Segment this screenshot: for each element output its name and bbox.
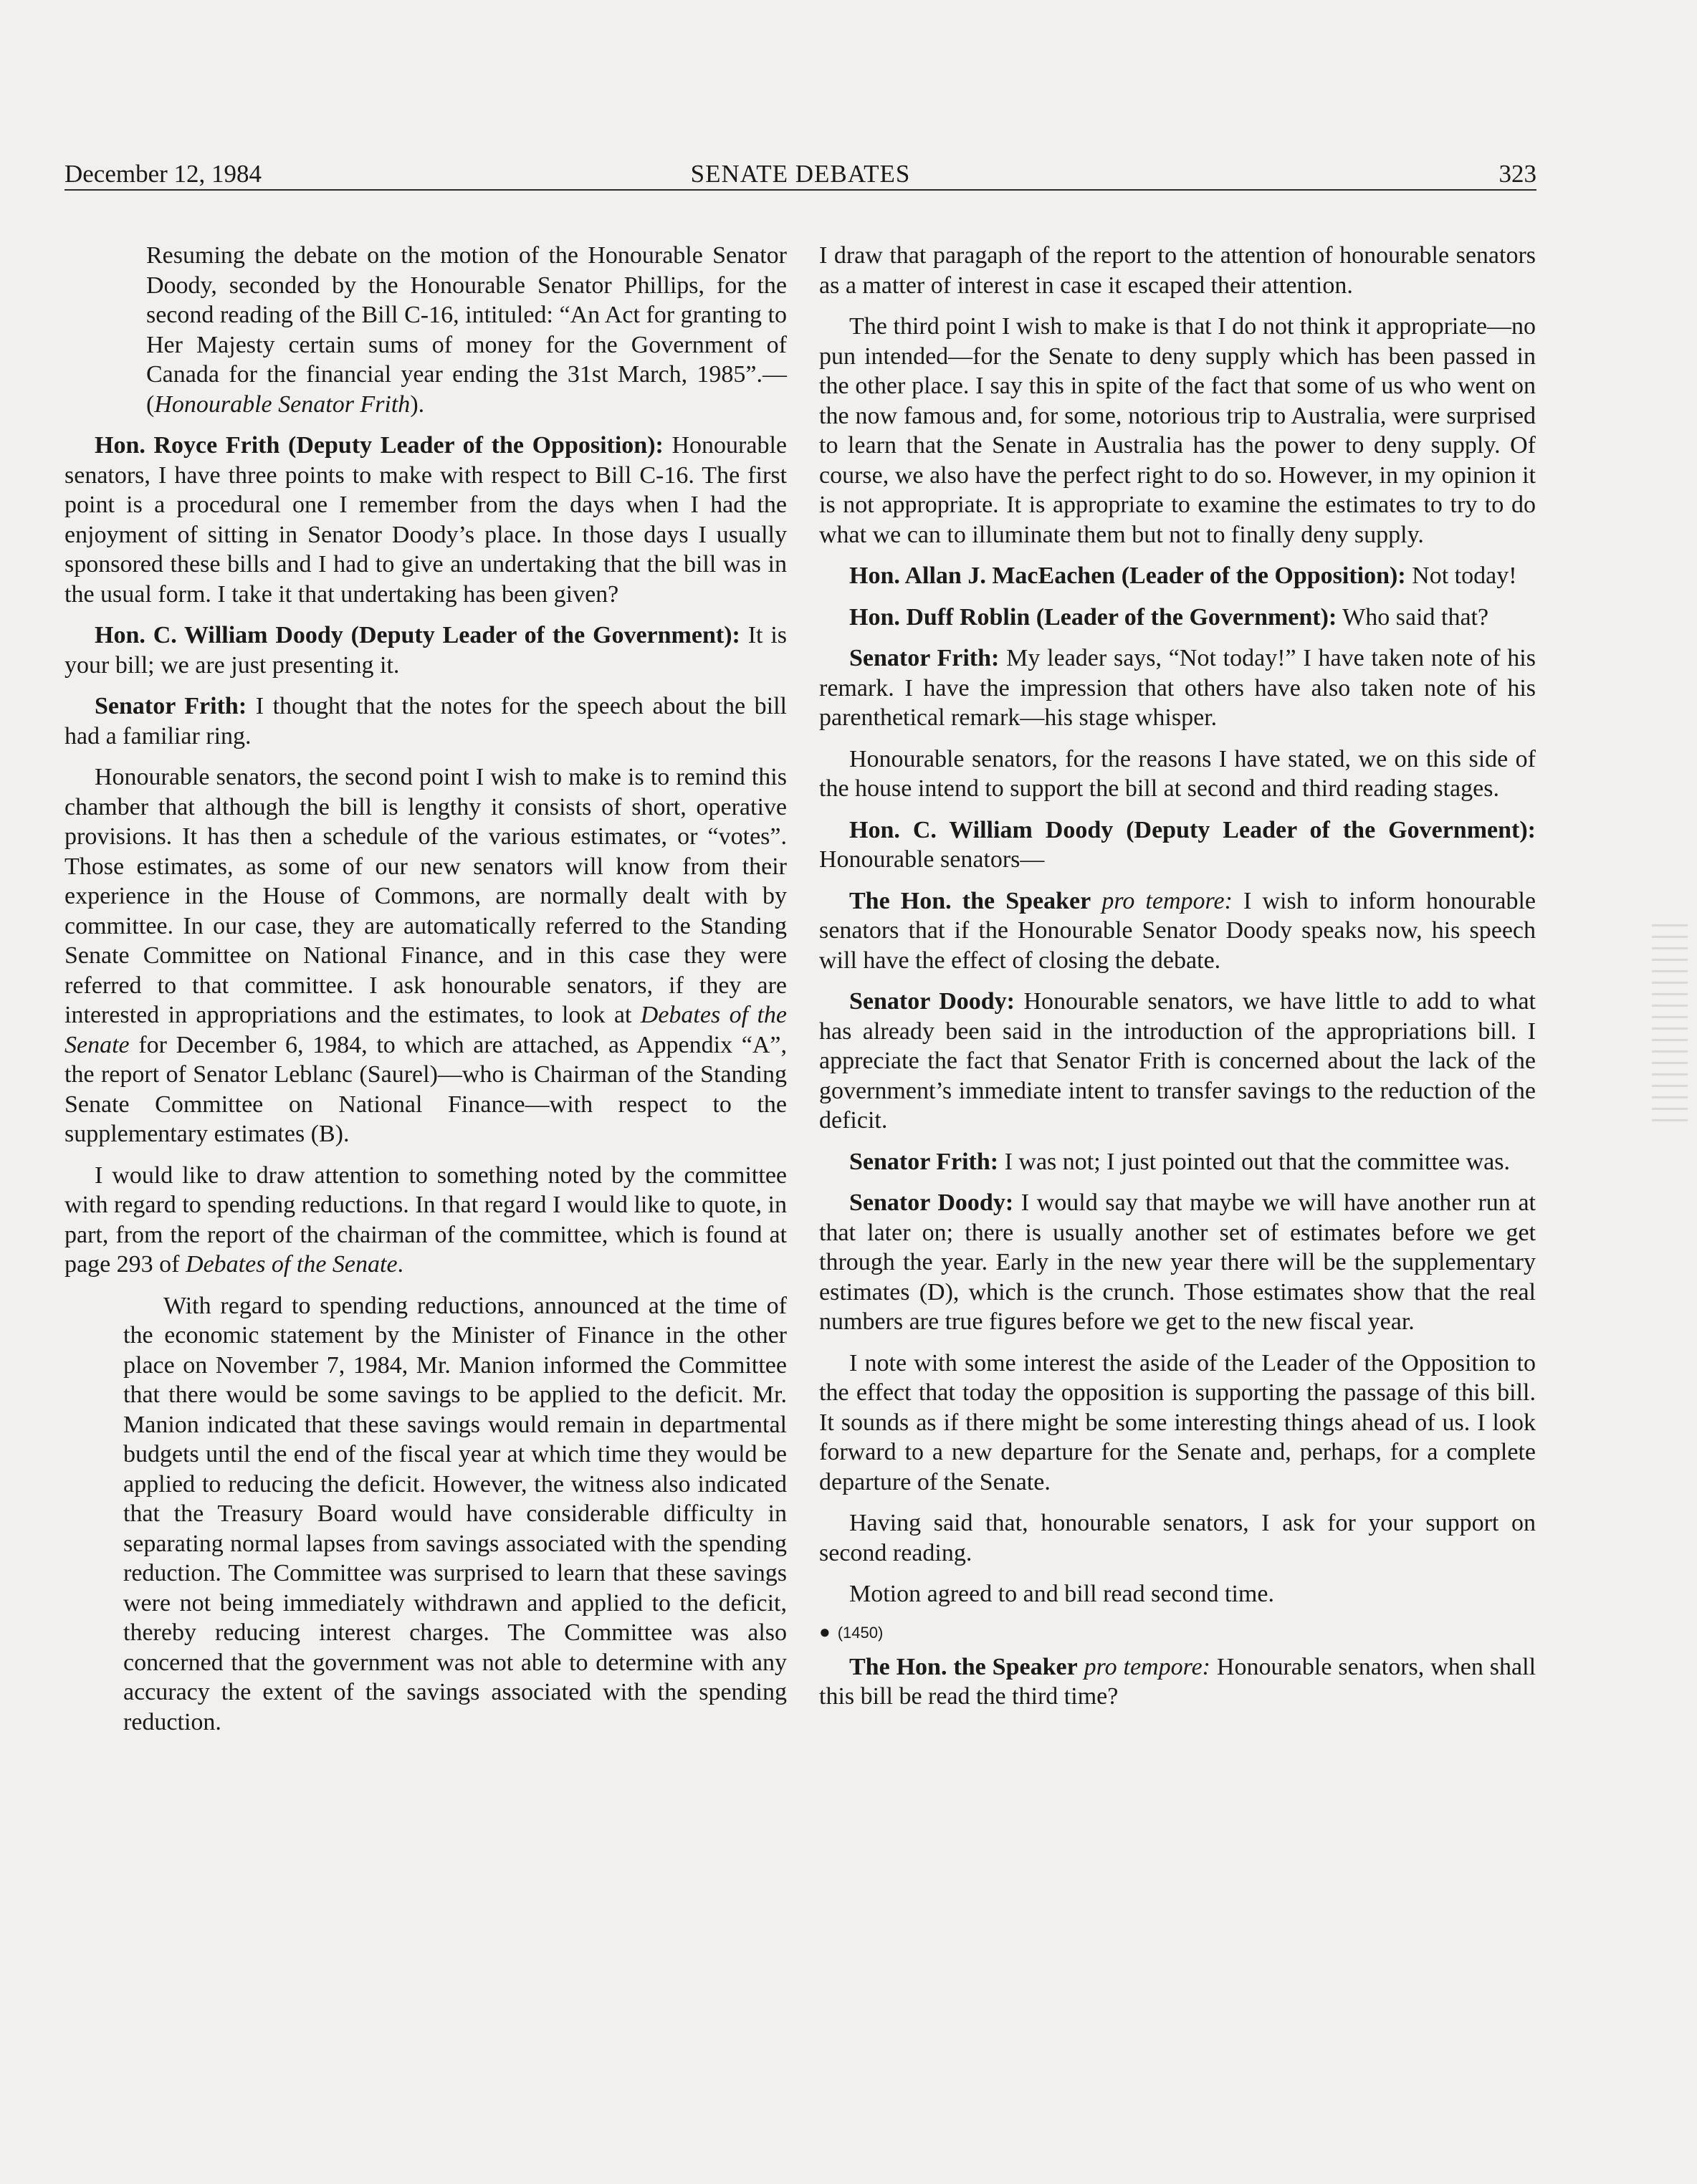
- page-number: 323: [1498, 160, 1536, 188]
- speaker-name: Hon. C. William Doody (Deputy Leader of the Government):: [95, 622, 740, 648]
- bleed-through-marks: [1652, 924, 1688, 1125]
- speech-speaker-2: The Hon. the Speaker pro tempore: Honourable senators, when shall this bill be read the third time?: [819, 1653, 1536, 1710]
- block-quote: With regard to spending reductions, announced at the time of the economic statement by the Minister of Finance in the other place on November 7, 1984, Mr. Manion informed the Committee that there would be some savings to be applied to the deficit. Mr. Manion indicated that these savings would remain in departmental budgets until the end of the fiscal year at which time they would be applied to reducing the deficit. However, the witness also indicated that the Treasury Board would have considerable difficulty in separating normal lapses from savings associated with the spending reduction. The Committee was surprised to learn that these savings were not being immediately withdrawn and applied to the deficit, thereby reducing interest charges. The Committee was also concerned that the government was not able to determine with any accuracy the extent of the savings associated with the spending reduction.: [123, 1292, 787, 1735]
- body-paragraph: The third point I wish to make is that I do not think it appropriate—no pun intended—for the Senate to deny supply which has been passed in the other place. I say this in spite of the fact that some of us who went on the now famous and, for some, notorious trip to Australia, were surprised to learn that the Senate in Australia has the power to deny supply. Of course, we also have the perfect right to do so. However, in my opinion it is not appropriate. It is appropriate to examine the estimates to try to do what we can to illuminate them but not to finally deny supply.: [819, 313, 1536, 548]
- speaker-name: Hon. Allan J. MacEachen (Leader of the Opposition):: [849, 562, 1406, 589]
- body-paragraph: I draw that paragaph of the report to the attention of honourable senators as a matter of interest in case it escaped their attention.: [819, 242, 1536, 299]
- speech-roblin: Hon. Duff Roblin (Leader of the Government): Who said that?: [849, 603, 1489, 631]
- header-date: December 12, 1984: [64, 160, 262, 188]
- speech-doody-1: Hon. C. William Doody (Deputy Leader of the Government): It is your bill; we are just presenting it.: [64, 622, 787, 679]
- speech-doody-2: Hon. C. William Doody (Deputy Leader of the Government): Honourable senators—: [819, 816, 1536, 873]
- speaker-name: Hon. Duff Roblin (Leader of the Government):: [849, 603, 1337, 631]
- bullet-icon: ●: [819, 1620, 831, 1642]
- speech-doody-3: Senator Doody: Honourable senators, we have little to add to what has already been said in the introduction of the appropriations bill. I appreciate the fact that Senator Frith is concerned about the lack of the government’s immediate intent to transfer savings to the reduction of the deficit.: [819, 988, 1536, 1134]
- time-marker: ● (1450): [819, 1620, 884, 1642]
- page-header: [64, 153, 1536, 191]
- speaker-name: The Hon. the Speaker: [849, 887, 1091, 914]
- body-paragraph: I would like to draw attention to something noted by the committee with regard to spending reductions. In that regard I would like to quote, in part, from the report of the chairman of the committee, which is found at page 293 of Debates of the Senate.: [64, 1162, 787, 1278]
- right-column: [819, 241, 1536, 1723]
- speech-frith-1: Hon. Royce Frith (Deputy Leader of the Opposition): Honourable senators, I have three points to make with respect to Bill C-16. The first point is a procedural one I remember from the days when I had the enjoyment of sitting in Senator Doody’s place. In those days I usually sponsored these bills and I had to give an undertaking that the bill was in the usual form. I take it that undertaking has been given?: [64, 432, 787, 608]
- left-column: [64, 241, 787, 1748]
- motion-paragraph: Resuming the debate on the motion of the Honourable Senator Doody, seconded by the Honourable Senator Phillips, for the second reading of the Bill C-16, intituled: “An Act for granting to Her Majesty certain sums of money for the Government of Canada for the financial year ending the 31st March, 1985”.—(Honourable Senator Frith).: [146, 242, 787, 418]
- speaker-name: Senator Doody:: [849, 988, 1015, 1015]
- body-paragraph: I note with some interest the aside of the Leader of the Opposition to the effect that today the opposition is supporting the passage of this bill. It sounds as if there might be some interesting things ahead of us. I look forward to a new departure for the Senate and, perhaps, for a complete departure of the Senate.: [819, 1349, 1536, 1495]
- speech-maceachen: Hon. Allan J. MacEachen (Leader of the Opposition): Not today!: [849, 562, 1517, 589]
- speech-frith-3: Senator Frith: My leader says, “Not today!” I have taken note of his remark. I have the impression that others have also taken note of his parenthetical remark—his stage whisper.: [819, 645, 1536, 731]
- speech-speaker-1: The Hon. the Speaker pro tempore: I wish to inform honourable senators that if the Honourable Senator Doody speaks now, his speech will have the effect of closing the debate.: [819, 887, 1536, 974]
- body-paragraph: Having said that, honourable senators, I ask for your support on second reading.: [819, 1510, 1536, 1566]
- speech-frith-4: Senator Frith: I was not; I just pointed out that the committee was.: [849, 1148, 1510, 1175]
- speaker-name: Senator Frith:: [849, 1148, 999, 1175]
- body-paragraph: Honourable senators, the second point I wish to make is to remind this chamber that although the bill is lengthy it consists of short, operative provisions. It has then a schedule of the various estimates, or “votes”. Those estimates, as some of our new senators will know from their experience in the House of Commons, are normally dealt with by committee. In our case, they are automatically referred to the Standing Senate Committee on National Finance, and in this case they were referred to that committee. I ask honourable senators, if they are interested in appropriations and the estimates, to look at Debates of the Senate for December 6, 1984, to which are attached, as Appendix “A”, the report of Senator Leblanc (Saurel)—who is Chairman of the Standing Senate Committee on National Finance—with respect to the supplementary estimates (B).: [64, 764, 787, 1147]
- speech-doody-4: Senator Doody: I would say that maybe we will have another run at that later on; there is usually another set of estimates before we get through the year. Early in the new year there will be the supplementary estimates (D), which is the crunch. Those estimates show that the real numbers are true figures before we get to the new fiscal year.: [819, 1189, 1536, 1335]
- motion-result: Motion agreed to and bill read second time.: [849, 1581, 1274, 1607]
- speaker-name: Hon. C. William Doody (Deputy Leader of the Government):: [849, 816, 1536, 843]
- speaker-name: Senator Frith:: [849, 645, 1000, 671]
- speaker-name: Hon. Royce Frith (Deputy Leader of the Opposition):: [95, 432, 664, 459]
- body-paragraph: Honourable senators, for the reasons I have stated, we on this side of the house intend to support the bill at second and third reading stages.: [819, 745, 1536, 802]
- speaker-name: The Hon. the Speaker: [849, 1653, 1078, 1680]
- speaker-name: Senator Frith:: [95, 693, 247, 719]
- speech-frith-2: Senator Frith: I thought that the notes for the speech about the bill had a familiar ring.: [64, 693, 787, 749]
- speaker-name: Senator Doody:: [849, 1189, 1014, 1216]
- header-title: SENATE DEBATES: [690, 160, 911, 188]
